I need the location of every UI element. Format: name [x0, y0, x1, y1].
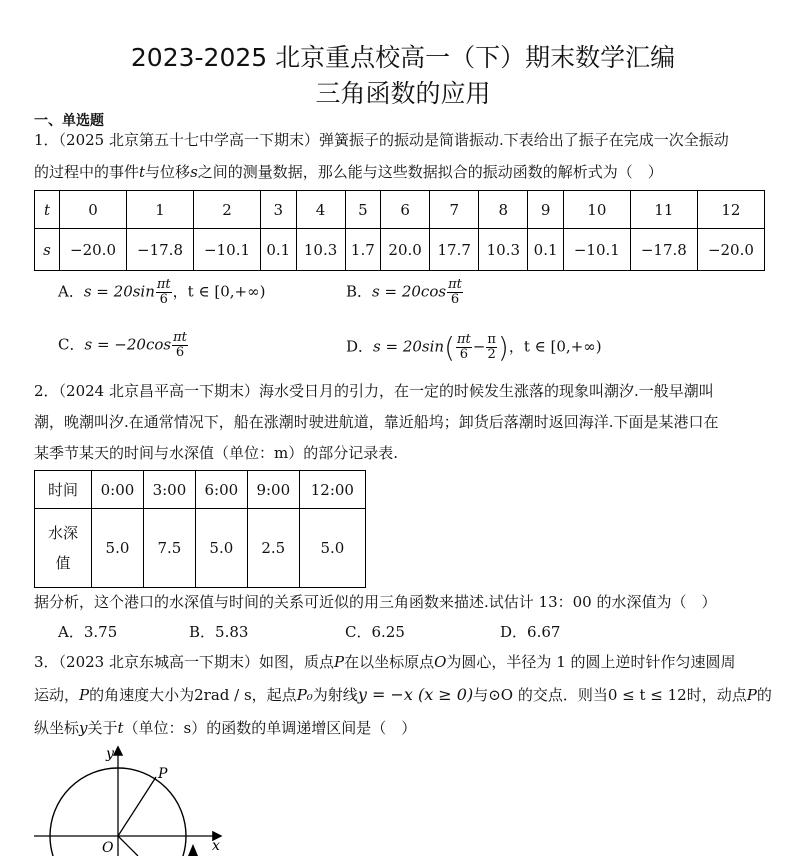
- label-y: y: [106, 746, 114, 762]
- q1-s-cell: −10.1: [194, 229, 261, 271]
- q2-text-line1: 2．（2024 北京昌平高一下期末）海水受日月的引力，在一定的时候发生涨落的现象叫潮汐.一般早潮叫: [34, 382, 714, 400]
- q2-option-a[interactable]: A．3.75: [58, 623, 118, 641]
- q2-header-depth: 水深 值: [35, 509, 92, 588]
- q1-s-cell: 10.3: [296, 229, 345, 271]
- q1-option-d[interactable]: D．s = 20sin( $\frac{\pi t}{6}$ − $\frac{\pi}{2}$ )，t ∈ [0,+∞): [346, 331, 602, 364]
- q1-t-cell: 6: [381, 191, 430, 229]
- q2-text-line2: 潮，晚潮叫汐.在通常情况下，船在涨潮时驶进航道，靠近船坞；卸货后落潮时返回海洋.下面是某港口在: [34, 413, 719, 431]
- section-heading: 一、单选题: [34, 113, 104, 129]
- q2-depth-cell: 7.5: [143, 509, 195, 588]
- radius-op: [118, 777, 156, 836]
- label-p: P: [158, 766, 168, 782]
- q1-s-cell: 1.7: [345, 229, 380, 271]
- q1-t-cell: 1: [127, 191, 194, 229]
- q2-time-cell: 6:00: [195, 471, 247, 509]
- q2-header-time: 时间: [35, 471, 92, 509]
- q1-option-b[interactable]: B．s = 20cos $\frac{\pi t}{6}$: [346, 277, 462, 307]
- q3-text-line3: 纵坐标y关于t（单位：s）的函数的单调递增区间是（ ）: [34, 719, 417, 737]
- q1-s-cell: −10.1: [563, 229, 630, 271]
- q2-text-line3: 某季节某天的时间与水深值（单位：m）的部分记录表.: [34, 444, 398, 462]
- q1-s-cell: −20.0: [697, 229, 764, 271]
- q1-t-cell: 8: [479, 191, 528, 229]
- q1-t-cell: 11: [630, 191, 697, 229]
- q1-t-cell: 0: [60, 191, 127, 229]
- q2-time-cell: 0:00: [92, 471, 144, 509]
- radius-op0: [118, 836, 138, 856]
- q2-option-c[interactable]: C．6.25: [345, 623, 405, 641]
- q2-time-cell: 9:00: [247, 471, 299, 509]
- q1-t-cell: 12: [697, 191, 764, 229]
- q1-s-cell: −17.8: [127, 229, 194, 271]
- q2-option-d[interactable]: D．6.67: [500, 623, 561, 641]
- q1-row-label-s: s: [35, 229, 60, 271]
- q1-option-c[interactable]: C．s = −20cos $\frac{\pi t}{6}$: [58, 330, 187, 360]
- label-o: O: [102, 840, 114, 856]
- arrow-mark: [188, 844, 198, 856]
- q1-text-line1: 1．（2025 北京第五十七中学高一下期末）弹簧振子的振动是简谐振动.下表给出了振子在完成一次全振动: [34, 131, 729, 149]
- document-title-line2: 三角函数的应用: [315, 79, 491, 108]
- q1-option-a[interactable]: A．s = 20sin $\frac{\pi t}{6}$ ，t ∈ [0,+∞): [58, 277, 266, 307]
- q3-text-line1: 3．（2023 北京东城高一下期末）如图，质点P在以坐标原点O为圆心，半径为 1 的圆上逆时针作匀速圆周: [34, 653, 736, 671]
- q1-t-cell: 9: [528, 191, 563, 229]
- q2-table: [34, 470, 366, 588]
- q2-depth-cell: 5.0: [92, 509, 144, 588]
- q1-s-cell: 0.1: [528, 229, 563, 271]
- q1-s-cell: −20.0: [60, 229, 127, 271]
- q1-table: [34, 190, 765, 271]
- q1-text-line2: 的过程中的事件t与位移s之间的测量数据，那么能与这些数据拟合的振动函数的解析式为（ ）: [34, 163, 663, 181]
- q1-t-cell: 5: [345, 191, 380, 229]
- q1-t-cell: 10: [563, 191, 630, 229]
- q1-s-cell: 17.7: [430, 229, 479, 271]
- q1-s-cell: 10.3: [479, 229, 528, 271]
- q1-t-cell: 7: [430, 191, 479, 229]
- q2-time-cell: 3:00: [143, 471, 195, 509]
- q1-row-label-t: t: [35, 191, 60, 229]
- q1-t-cell: 3: [261, 191, 296, 229]
- q2-text-line4: 据分析，这个港口的水深值与时间的关系可近似的用三角函数来描述.试估计 13：00 的水深值为（ ）: [34, 593, 717, 611]
- q1-s-cell: 0.1: [261, 229, 296, 271]
- q1-s-cell: 20.0: [381, 229, 430, 271]
- q1-s-cell: −17.8: [630, 229, 697, 271]
- q3-text-line2: 运动，P的角速度大小为2rad / s，起点P₀为射线y = −x (x ≥ 0)与⊙O 的交点．则当0 ≤ t ≤ 12时，动点P的: [34, 685, 772, 704]
- label-x: x: [212, 838, 220, 854]
- document-title-line1: 2023-2025 北京重点校高一（下）期末数学汇编: [130, 43, 676, 72]
- q2-depth-cell: 5.0: [195, 509, 247, 588]
- q3-figure: [30, 744, 270, 856]
- q2-depth-cell: 2.5: [247, 509, 299, 588]
- q2-option-b[interactable]: B．5.83: [189, 623, 249, 641]
- q2-time-cell: 12:00: [299, 471, 365, 509]
- q2-depth-cell: 5.0: [299, 509, 365, 588]
- q1-t-cell: 4: [296, 191, 345, 229]
- q1-t-cell: 2: [194, 191, 261, 229]
